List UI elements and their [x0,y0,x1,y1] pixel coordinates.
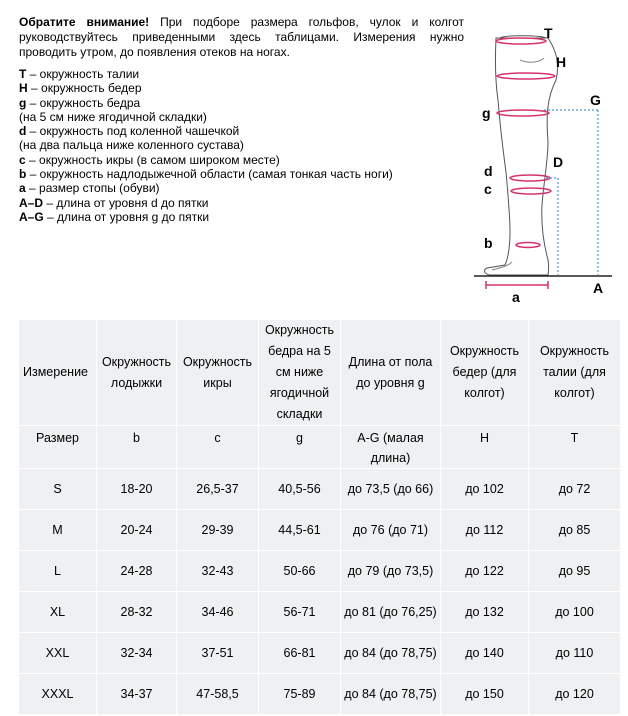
label-b: b [484,235,493,251]
legend-item: g – окружность бедра [19,95,141,110]
table-cell: 37-51 [177,633,259,674]
legend-item: a – размер стопы (обуви) [19,181,160,196]
band-g [497,110,549,116]
table-row [19,551,621,592]
table-cell: 20-24 [97,510,177,551]
table-cell: 32-43 [177,551,259,592]
table-row [19,592,621,633]
table-cell: до 150 [441,674,529,715]
table-cell: M [19,510,97,551]
table-cell: Размер [19,426,97,469]
notice-lead: Обратите внимание! [19,15,150,29]
table-cell: H [441,426,529,469]
table-cell: 29-39 [177,510,259,551]
table-cell: XXL [19,633,97,674]
table-cell: g [259,426,341,469]
table-header-row [19,320,621,426]
length-guides [544,110,598,275]
label-g: g [482,105,491,121]
label-A: A [593,280,604,296]
table-cell: до 102 [441,469,529,510]
header-ankle: Окружность лодыжки [97,320,177,426]
legend-item: (на два пальца ниже коленного сустава) [19,138,244,153]
table-cell: до 81 (до 76,25) [341,592,441,633]
band-b [516,243,540,248]
legend-item: A–G – длина от уровня g до пятки [19,209,210,224]
table-cell: c [177,426,259,469]
header-measurement: Измерение [19,320,97,426]
measurement-legend [19,67,459,224]
legend-item: b – окружность надлодыжечной области (самая тонкая часть ноги) [19,167,393,182]
table-cell: до 112 [441,510,529,551]
header-length: Длина от пола до уровня g [341,320,441,426]
table-symbol-row [19,426,621,469]
table-cell: A-G (малая длина) [341,426,441,469]
table-cell: 56-71 [259,592,341,633]
table-cell: до 95 [529,551,621,592]
table-cell: 28-32 [97,592,177,633]
band-c [511,188,551,194]
header-thigh: Окружность бедра на 5 см ниже ягодичной складки [259,320,341,426]
table-cell: до 76 (до 71) [341,510,441,551]
table-cell: T [529,426,621,469]
table-cell: до 110 [529,633,621,674]
table-cell: 34-37 [97,674,177,715]
header-waist: Окружность талии (для колгот) [529,320,621,426]
label-H: H [556,54,567,70]
table-cell: 18-20 [97,469,177,510]
legend-item: T – окружность талии [19,67,140,81]
table-cell: до 72 [529,469,621,510]
table-cell: до 120 [529,674,621,715]
label-G: G [590,92,601,108]
notice-paragraph [19,15,464,60]
table-cell: b [97,426,177,469]
notice-text: При подборе размера гольфов, чулок и колгот руководствуйтесь приведенными здесь таблицами. Измерения нужно проводить утром, до появления отеков на ногах. [19,15,465,59]
table-cell: до 79 (до 73,5) [341,551,441,592]
table-cell: XXXL [19,674,97,715]
table-cell: 32-34 [97,633,177,674]
band-H [497,73,555,79]
table-row [19,633,621,674]
legend-item: H – окружность бедер [19,81,142,96]
measurement-bands [486,38,555,289]
size-table [18,319,621,715]
table-cell: до 73,5 (до 66) [341,469,441,510]
band-d [510,175,550,181]
table-cell: до 132 [441,592,529,633]
header-hips: Окружность бедер (для колгот) [441,320,529,426]
table-cell: 66-81 [259,633,341,674]
table-cell: до 140 [441,633,529,674]
table-cell: до 84 (до 78,75) [341,633,441,674]
label-T: T [544,25,553,41]
table-cell: 47-58,5 [177,674,259,715]
band-T [496,38,546,44]
table-cell: 40,5-56 [259,469,341,510]
table-cell: до 85 [529,510,621,551]
table-cell: XL [19,592,97,633]
table-cell: до 100 [529,592,621,633]
table-cell: S [19,469,97,510]
table-cell: 24-28 [97,551,177,592]
table-cell: L [19,551,97,592]
table-cell: 44,5-61 [259,510,341,551]
legend-item: c – окружность икры (в самом широком месте) [19,152,280,167]
label-c: c [484,181,492,197]
table-cell: 50-66 [259,551,341,592]
leg-measurement-diagram [466,18,616,310]
legend-item: d – окружность под коленной чашечкой [19,124,240,139]
header-calf: Окружность икры [177,320,259,426]
table-cell: 26,5-37 [177,469,259,510]
label-d: d [484,163,493,179]
legend-item: (на 5 см ниже ягодичной складки) [19,109,207,124]
table-row [19,510,621,551]
table-row [19,469,621,510]
table-cell: 34-46 [177,592,259,633]
label-a: a [512,289,520,305]
table-cell: до 122 [441,551,529,592]
table-row [19,674,621,715]
table-cell: до 84 (до 78,75) [341,674,441,715]
leg-outline [485,36,558,275]
label-D: D [553,154,564,170]
table-cell: 75-89 [259,674,341,715]
legend-item: A–D – длина от уровня d до пятки [19,195,209,210]
